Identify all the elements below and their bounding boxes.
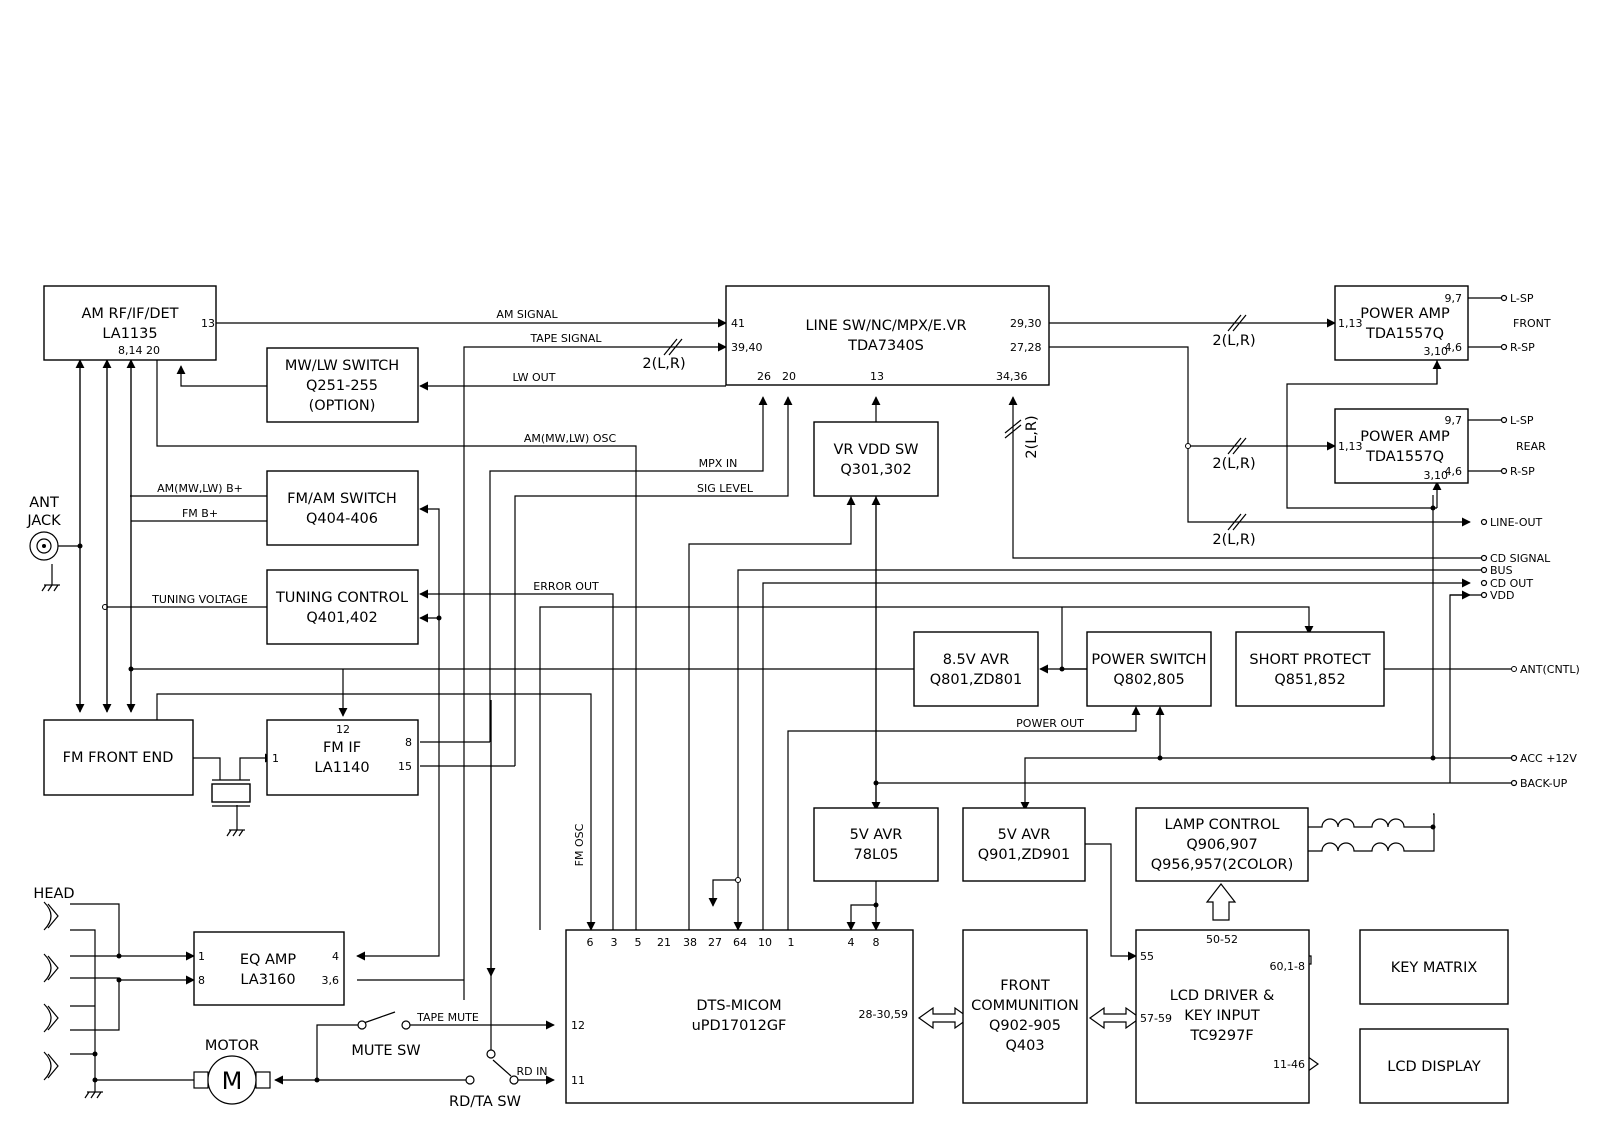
fm-am-switch-title: FM/AM SWITCH xyxy=(287,491,397,507)
mw-lw-option: (OPTION) xyxy=(308,398,376,414)
pin-label: 12 xyxy=(336,723,350,736)
avr-5v-b-block xyxy=(963,808,1085,881)
eq-amp-chip: LA3160 xyxy=(240,972,296,988)
lamp-control-parts: Q906,907 xyxy=(1186,837,1258,853)
dts-micom-chip: uPD17012GF xyxy=(691,1018,787,1034)
dts-pin-label: 5 xyxy=(634,936,642,949)
power-amp-title: POWER AMP xyxy=(1360,429,1450,445)
fm-if-title: FM IF xyxy=(322,740,362,756)
power-switch-title: POWER SWITCH xyxy=(1091,652,1207,668)
dts-pin-label: 27 xyxy=(708,936,722,949)
bus-width-label: 2(L,R) xyxy=(1212,456,1256,472)
power-amp-chip: TDA1557Q xyxy=(1365,449,1445,465)
motor-label: MOTOR xyxy=(204,1038,260,1054)
dts-pin-label: 6 xyxy=(586,936,594,949)
pin-label: 39,40 xyxy=(731,341,763,354)
vr-vdd-parts: Q301,302 xyxy=(840,462,912,478)
avr-5v-a-block xyxy=(814,808,938,881)
am-rf-chip: LA1135 xyxy=(102,326,158,342)
front-comm-title-2: COMMUNITION xyxy=(971,998,1079,1014)
pin-label: 1 xyxy=(198,950,205,963)
pin-label: 1 xyxy=(272,752,279,765)
pin-label: 4,6 xyxy=(1444,465,1462,478)
rd-in-label: RD IN xyxy=(516,1065,548,1078)
motor xyxy=(194,1038,270,1104)
connector-line-out: LINE-OUT xyxy=(1490,516,1543,529)
power-amp-title: POWER AMP xyxy=(1360,306,1450,322)
bus-width-label: 2(L,R) xyxy=(1024,415,1040,459)
fm-if-block xyxy=(267,720,418,795)
pin-label: 8,14 20 xyxy=(118,344,160,357)
pin-label: 11 xyxy=(571,1074,585,1087)
avr-85-block xyxy=(914,632,1038,706)
pin-label: 27,28 xyxy=(1010,341,1042,354)
pin-label: 34,36 xyxy=(996,370,1028,383)
power-amp-front-block xyxy=(1335,286,1468,360)
dts-pin-label: 64 xyxy=(733,936,747,949)
pin-label: 9,7 xyxy=(1444,292,1462,305)
connector-ant-cntl: ANT(CNTL) xyxy=(1520,663,1580,676)
connector-acc: ACC +12V xyxy=(1520,752,1577,765)
pin-label: 15 xyxy=(398,760,412,773)
avr-85-title: 8.5V AVR xyxy=(942,652,1010,668)
dts-pin-label: 21 xyxy=(657,936,671,949)
lcd-driver-chip: TC9297F xyxy=(1190,1028,1254,1044)
tuning-voltage-label: TUNING VOLTAGE xyxy=(152,593,248,606)
tuning-control-title: TUNING CONTROL xyxy=(275,590,409,606)
error-out-label: ERROR OUT xyxy=(533,580,599,593)
ant-jack xyxy=(26,495,61,560)
lcd-display-title: LCD DISPLAY xyxy=(1387,1059,1481,1075)
lw-out-label: LW OUT xyxy=(512,371,556,384)
pin-label: 1,13 xyxy=(1338,440,1363,453)
fm-front-end-block xyxy=(44,720,193,795)
dts-pin-label: 38 xyxy=(683,936,697,949)
mute-sw-label: MUTE SW xyxy=(351,1043,421,1059)
connector-r-sp-rear: R-SP xyxy=(1510,465,1535,478)
fm-front-end-title: FM FRONT END xyxy=(62,750,174,766)
tape-signal-label: TAPE SIGNAL xyxy=(530,332,602,345)
ant-jack-label-2: JACK xyxy=(27,513,61,529)
tape-head xyxy=(33,886,74,1080)
eq-amp-title: EQ AMP xyxy=(239,952,297,968)
pin-label: 60,1-8 xyxy=(1269,960,1305,973)
front-comm-title: FRONT xyxy=(1000,978,1050,994)
eq-amp-block xyxy=(194,932,344,1005)
dts-pin-label: 4 xyxy=(847,936,855,949)
am-rf-title: AM RF/IF/DET xyxy=(81,306,179,322)
head-label: HEAD xyxy=(33,886,75,902)
fm-osc-label: FM OSC xyxy=(573,823,586,867)
sig-level-label: SIG LEVEL xyxy=(697,482,753,495)
pin-label: 13 xyxy=(201,317,215,330)
pin-label: 3,10 xyxy=(1423,345,1448,358)
mw-lw-parts: Q251-255 xyxy=(306,378,378,394)
fm-am-switch-block xyxy=(267,471,418,545)
tuning-control-block xyxy=(267,570,418,644)
pin-label: 20 xyxy=(782,370,796,383)
dts-pin-label: 8 xyxy=(872,936,880,949)
connector-labels xyxy=(1490,292,1580,790)
pin-label: 13 xyxy=(870,370,884,383)
pin-label: 12 xyxy=(571,1019,585,1032)
lamp-control-title: LAMP CONTROL xyxy=(1164,817,1280,833)
front-comm-block xyxy=(963,930,1087,1103)
connector-vdd: VDD xyxy=(1490,589,1515,602)
connector-bus: BUS xyxy=(1490,564,1513,577)
connector-backup: BACK-UP xyxy=(1520,777,1568,790)
vr-vdd-sw-block xyxy=(814,422,938,496)
lcd-driver-block xyxy=(1136,930,1309,1103)
am-rf-if-det-block xyxy=(44,286,216,360)
line-sw-chip: TDA7340S xyxy=(848,338,924,354)
line-sw-title: LINE SW/NC/MPX/E.VR xyxy=(805,318,967,334)
mw-lw-title: MW/LW SWITCH xyxy=(284,358,400,374)
mw-lw-switch-block xyxy=(267,348,418,422)
connector-r-sp-front: R-SP xyxy=(1510,341,1535,354)
pin-label: 3,6 xyxy=(321,974,339,987)
dts-micom-block xyxy=(566,930,913,1103)
avr-5v-title: 5V AVR xyxy=(997,827,1051,843)
pin-label: 57-59 xyxy=(1140,1012,1172,1025)
connector-cd-signal: CD SIGNAL xyxy=(1490,552,1551,565)
front-comm-parts-2: Q403 xyxy=(1005,1038,1045,1054)
short-protect-title: SHORT PROTECT xyxy=(1249,652,1371,668)
am-b-plus-label: AM(MW,LW) B+ xyxy=(157,482,243,495)
fm-am-switch-parts: Q404-406 xyxy=(306,511,378,527)
pin-label: 26 xyxy=(757,370,771,383)
mpx-in-label: MPX IN xyxy=(698,457,738,470)
lcd-display-block xyxy=(1360,1029,1508,1103)
line-sw-block xyxy=(726,286,1049,385)
lcd-driver-title: LCD DRIVER & xyxy=(1169,988,1275,1004)
tuning-control-parts: Q401,402 xyxy=(306,610,378,626)
pin-label: 29,30 xyxy=(1010,317,1042,330)
pin-label: 4 xyxy=(332,950,339,963)
power-switch-parts: Q802,805 xyxy=(1113,672,1185,688)
connector-l-sp-rear: L-SP xyxy=(1510,414,1534,427)
avr-85-parts: Q801,ZD801 xyxy=(929,672,1023,688)
avr-5v-parts: 78L05 xyxy=(853,847,899,863)
power-amp-chip: TDA1557Q xyxy=(1365,326,1445,342)
pin-label: 55 xyxy=(1140,950,1154,963)
connector-l-sp-front: L-SP xyxy=(1510,292,1534,305)
fm-b-plus-label: FM B+ xyxy=(181,507,219,520)
connector-front: FRONT xyxy=(1513,317,1551,330)
key-matrix-block xyxy=(1360,930,1508,1004)
power-out-label: POWER OUT xyxy=(1016,717,1084,730)
pin-label: 4,6 xyxy=(1444,341,1462,354)
pin-label: 3,10 xyxy=(1423,469,1448,482)
pin-label: 41 xyxy=(731,317,745,330)
bus-width-label: 2(L,R) xyxy=(1212,333,1256,349)
pin-label: 50-52 xyxy=(1206,933,1238,946)
power-amp-rear-block xyxy=(1335,409,1468,483)
connector-rear: REAR xyxy=(1516,440,1546,453)
lcd-driver-title-2: KEY INPUT xyxy=(1184,1008,1260,1024)
pin-label: 28-30,59 xyxy=(858,1008,908,1021)
tape-head-icon xyxy=(44,902,58,1080)
power-switch-block xyxy=(1087,632,1211,706)
key-matrix-title: KEY MATRIX xyxy=(1390,960,1478,976)
bus-width-label: 2(L,R) xyxy=(1212,532,1256,548)
dts-pin-label: 10 xyxy=(758,936,772,949)
am-signal-label: AM SIGNAL xyxy=(496,308,558,321)
dts-micom-title: DTS-MICOM xyxy=(696,998,782,1014)
vr-vdd-title: VR VDD SW xyxy=(833,442,919,458)
lamp-control-block xyxy=(1136,808,1308,881)
pin-label: 1,13 xyxy=(1338,317,1363,330)
short-protect-block xyxy=(1236,632,1384,706)
am-osc-label: AM(MW,LW) OSC xyxy=(523,432,617,445)
short-protect-parts: Q851,852 xyxy=(1274,672,1346,688)
tape-mute-label: TAPE MUTE xyxy=(417,1011,479,1024)
rd-ta-sw-label: RD/TA SW xyxy=(449,1094,521,1110)
dts-pin-label: 3 xyxy=(610,936,618,949)
pin-label: 8 xyxy=(198,974,205,987)
connector-cd-out: CD OUT xyxy=(1490,577,1534,590)
front-comm-parts: Q902-905 xyxy=(989,1018,1061,1034)
avr-5v-parts: Q901,ZD901 xyxy=(977,847,1071,863)
motor-symbol: M xyxy=(221,1067,243,1095)
pin-label: 8 xyxy=(405,736,412,749)
ant-jack-label: ANT xyxy=(29,495,59,511)
fm-if-chip: LA1140 xyxy=(314,760,370,776)
lamp-control-parts-2: Q956,957(2COLOR) xyxy=(1150,857,1294,873)
dts-pin-label: 1 xyxy=(787,936,795,949)
avr-5v-title: 5V AVR xyxy=(849,827,903,843)
pin-label: 9,7 xyxy=(1444,414,1462,427)
pin-label: 11-46 xyxy=(1273,1058,1305,1071)
bus-width-label: 2(L,R) xyxy=(642,356,686,372)
